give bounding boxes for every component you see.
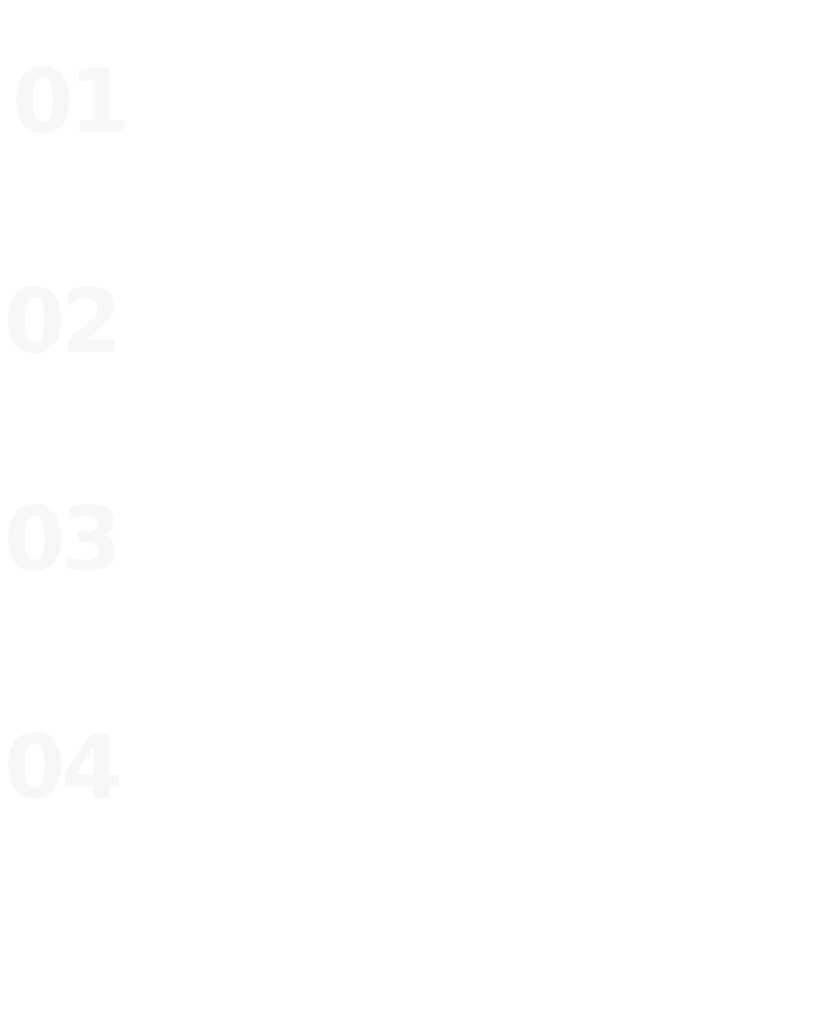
step-number-1: 01 xyxy=(12,50,127,153)
step-number-3: 03 xyxy=(4,488,119,591)
step-number-4: 04 xyxy=(4,716,119,819)
step-section-2 xyxy=(0,218,819,438)
step-section-4 xyxy=(0,664,819,884)
step-section-3 xyxy=(0,436,819,656)
step-number-2: 02 xyxy=(4,270,119,373)
step-section-1 xyxy=(0,0,819,220)
